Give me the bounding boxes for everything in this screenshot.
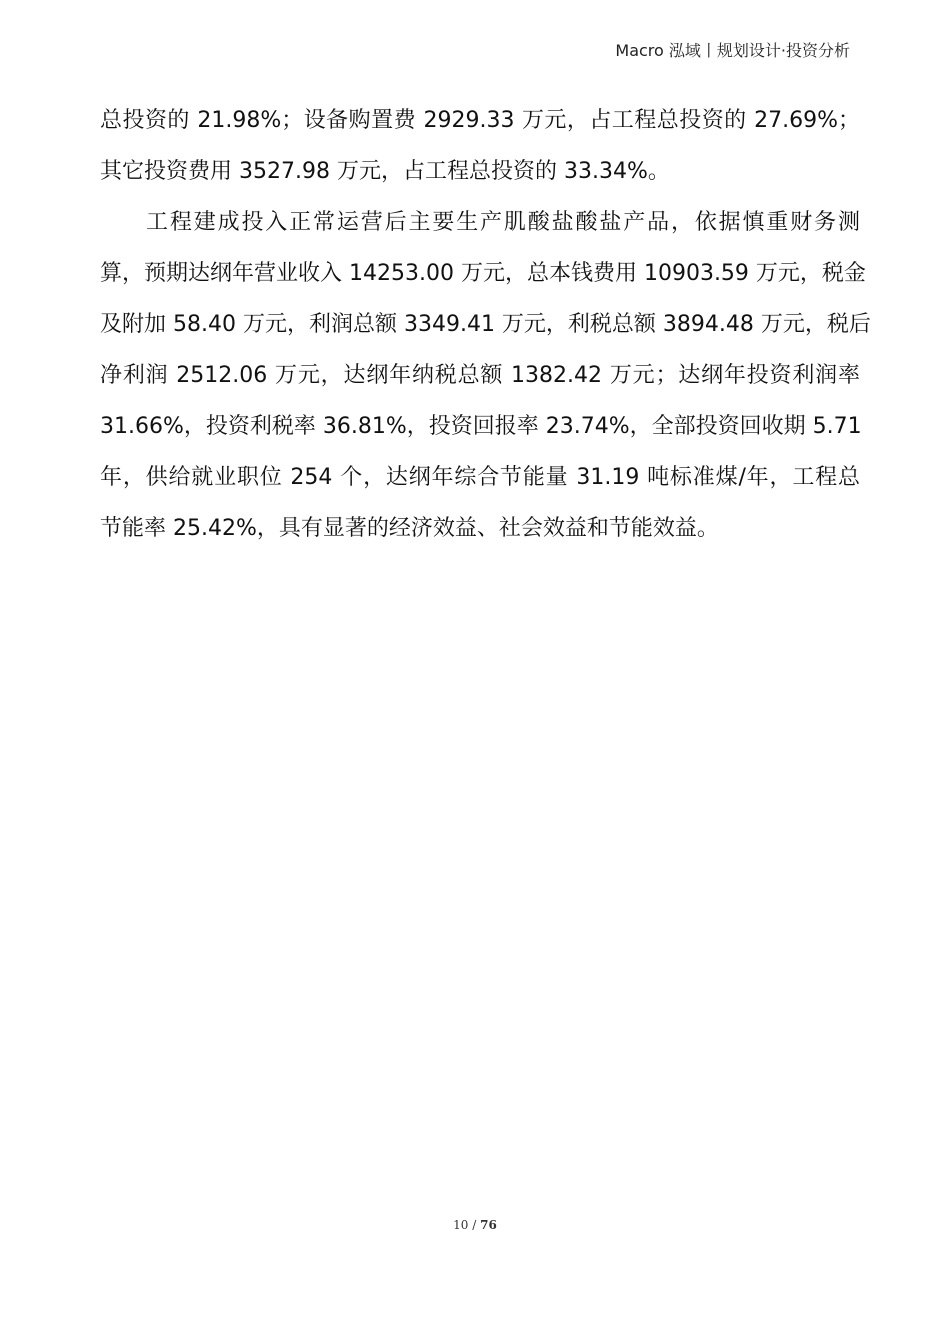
text-line: 总投资的 21.98%；设备购置费 2929.33 万元，占工程总投资的 27.69%； bbox=[100, 108, 860, 133]
paragraph-1 bbox=[100, 95, 860, 197]
body-text bbox=[100, 95, 871, 554]
page-footer bbox=[0, 1218, 950, 1232]
text-line: 节能率 25.42%，具有显著的经济效益、社会效益和节能效益。 bbox=[100, 516, 719, 541]
text-line: 算，预期达纲年营业收入 14253.00 万元，总本钱费用 10903.59 万元，税金 bbox=[100, 261, 866, 286]
page-number-total: 76 bbox=[480, 1218, 497, 1232]
text-line: 及附加 58.40 万元，利润总额 3349.41 万元，利税总额 3894.48 万元，税后 bbox=[100, 312, 871, 337]
text-line: 年，供给就业职位 254 个，达纲年综合节能量 31.19 吨标准煤/年，工程总 bbox=[100, 465, 860, 490]
text-line: 31.66%，投资利税率 36.81%，投资回报率 23.74%，全部投资回收期 5.71 bbox=[100, 414, 862, 439]
text-line: 其它投资费用 3527.98 万元，占工程总投资的 33.34%。 bbox=[100, 159, 670, 184]
page-number-separator: / bbox=[468, 1218, 481, 1232]
paragraph-2 bbox=[100, 197, 871, 554]
page-number-current: 10 bbox=[453, 1218, 469, 1232]
page-header: Macro 泓域丨规划设计·投资分析 bbox=[615, 41, 850, 60]
text-line: 工程建成投入正常运营后主要生产肌酸盐酸盐产品，依据慎重财务测 bbox=[146, 210, 860, 235]
text-line: 净利润 2512.06 万元，达纲年纳税总额 1382.42 万元；达纲年投资利润率 bbox=[100, 363, 860, 388]
